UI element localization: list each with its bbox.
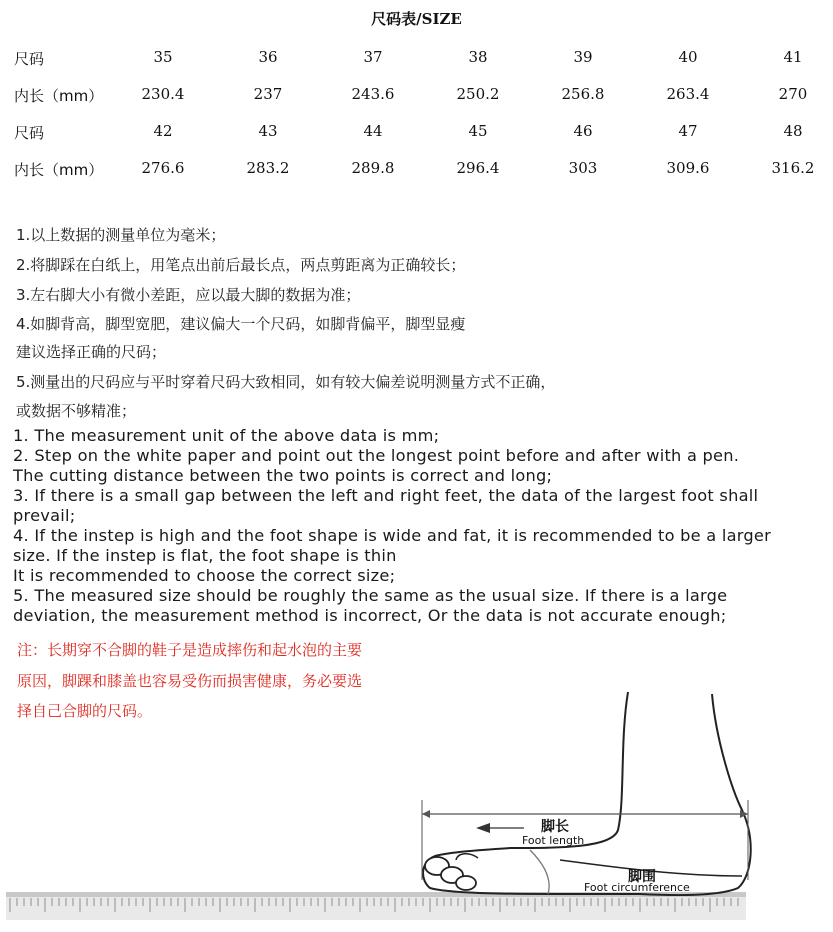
note-line: 或数据不够精准； (16, 402, 137, 420)
warning-line: 择自己合脚的尺码。 (17, 702, 153, 720)
size-cell: 35 (153, 48, 173, 66)
size-cell: 38 (468, 48, 488, 66)
warning-line: 原因，脚踝和膝盖也容易受伤而损害健康，务必要选 (17, 672, 363, 690)
size-cell: 36 (258, 48, 278, 66)
length-row (0, 159, 833, 183)
size-cell: 41 (783, 48, 803, 66)
foot-circumference-label-zh: 脚围 (628, 869, 656, 885)
length-cell: 250.2 (456, 85, 500, 103)
note-line: 4. If the instep is high and the foot shape is wide and fat, it is recommended to be a larger (13, 526, 772, 545)
size-cell: 44 (363, 122, 383, 140)
foot-illustration (0, 680, 833, 932)
length-cell: 289.8 (351, 159, 395, 177)
note-line: 5.测量出的尺码应与平时穿着尺码大致相同，如有较大偏差说明测量方式不正确， (16, 373, 556, 391)
length-cell: 230.4 (141, 85, 185, 103)
size-label: 尺码 (14, 50, 45, 68)
note-line: 1. The measurement unit of the above data is mm; (13, 426, 440, 445)
foot-diagram (0, 680, 833, 932)
note-line: The cutting distance between the two points is correct and long; (13, 466, 553, 485)
length-cell: 263.4 (666, 85, 710, 103)
note-line: 3.左右脚大小有微小差距，应以最大脚的数据为准； (16, 286, 361, 304)
size-cell: 40 (678, 48, 698, 66)
foot-length-label-en: Foot length (522, 834, 585, 847)
size-label: 尺码 (14, 124, 45, 142)
size-cell: 42 (153, 122, 173, 140)
size-row (0, 122, 833, 146)
note-line: 5. The measured size should be roughly the same as the usual size. If there is a large (13, 586, 728, 605)
length-cell: 309.6 (666, 159, 710, 177)
note-line: 1.以上数据的测量单位为毫米； (16, 226, 226, 244)
length-cell: 243.6 (351, 85, 395, 103)
note-line: It is recommended to choose the correct size; (13, 566, 396, 585)
warning-line: 注：长期穿不合脚的鞋子是造成摔伤和起水泡的主要 (17, 641, 363, 659)
note-line: 2.将脚踩在白纸上，用笔点出前后最长点，两点剪距离为正确较长； (16, 256, 466, 274)
page-title: 尺码表/SIZE (371, 10, 462, 28)
length-cell: 256.8 (561, 85, 605, 103)
length-cell: 296.4 (456, 159, 500, 177)
length-cell: 276.6 (141, 159, 185, 177)
size-cell: 39 (573, 48, 593, 66)
length-cell: 237 (253, 85, 283, 103)
length-cell: 316.2 (771, 159, 815, 177)
size-cell: 48 (783, 122, 803, 140)
length-label: 内长（mm） (14, 161, 104, 179)
note-line: deviation, the measurement method is incorrect, Or the data is not accurate enough; (13, 606, 727, 625)
length-row (0, 85, 833, 109)
note-line: prevail; (13, 506, 76, 525)
size-cell: 43 (258, 122, 278, 140)
foot-length-label-zh: 脚长 (541, 819, 569, 835)
foot-circumference-label-en: Foot circumference (584, 881, 690, 894)
size-cell: 37 (363, 48, 383, 66)
note-line: size. If the instep is flat, the foot shape is thin (13, 546, 397, 565)
note-line: 4.如脚背高，脚型宽肥，建议偏大一个尺码，如脚背偏平，脚型显瘦 (16, 315, 466, 333)
note-line: 建议选择正确的尺码； (16, 343, 167, 361)
note-line: 2. Step on the white paper and point out the longest point before and after with a pen. (13, 446, 740, 465)
note-line: 3. If there is a small gap between the left and right feet, the data of the largest foot shall (13, 486, 759, 505)
length-cell: 283.2 (246, 159, 290, 177)
size-cell: 45 (468, 122, 488, 140)
length-cell: 270 (778, 85, 808, 103)
size-cell: 46 (573, 122, 593, 140)
size-row (0, 48, 833, 72)
length-cell: 303 (568, 159, 598, 177)
size-cell: 47 (678, 122, 698, 140)
length-label: 内长（mm） (14, 87, 104, 105)
